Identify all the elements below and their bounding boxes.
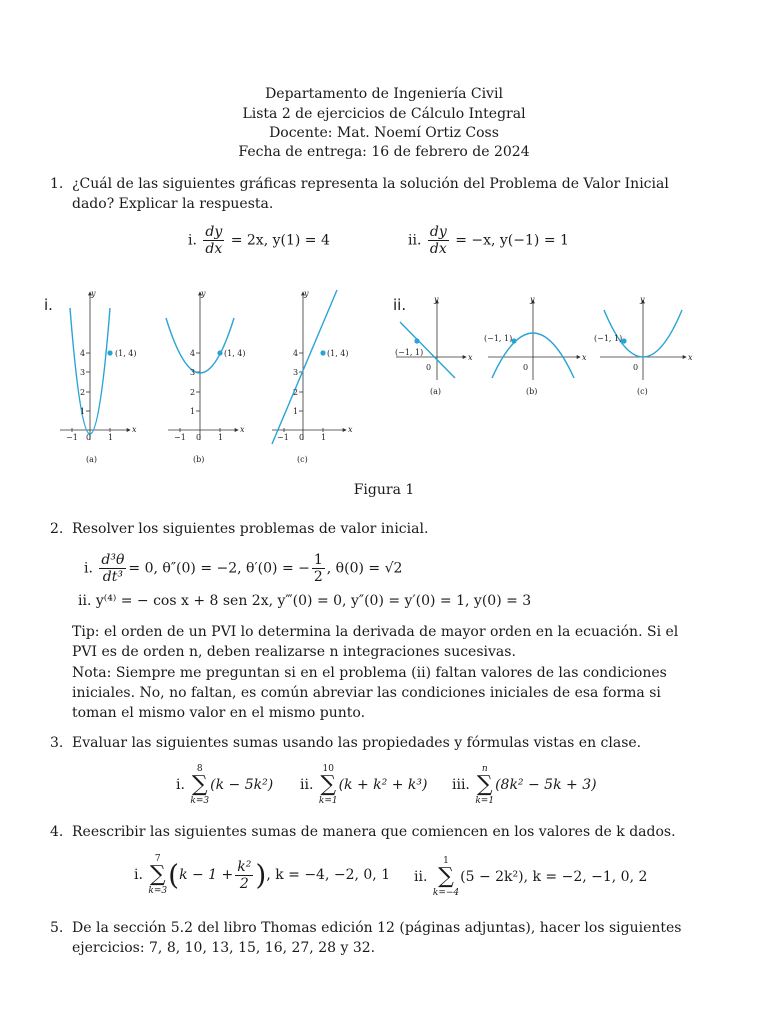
axis-x-label-iia: x xyxy=(468,353,473,362)
q4-i-frac-den: 2 xyxy=(239,875,249,892)
q3-iii-label: iii. xyxy=(452,777,470,793)
q2-i-half-den: 2 xyxy=(313,569,323,585)
q5-number: 5. xyxy=(50,920,64,936)
q4-i-post: , k = −4, −2, 0, 1 xyxy=(266,867,391,883)
sum-lower: k=3 xyxy=(190,796,210,806)
axis-y-label-c: y xyxy=(304,289,309,298)
q4-sum-ii xyxy=(414,856,647,898)
tick-0-iib: 0 xyxy=(523,363,529,372)
point-c xyxy=(320,350,325,355)
sum-lower: k=−4 xyxy=(432,888,460,898)
tick-3-b: 3 xyxy=(190,368,196,377)
q4-sum-i xyxy=(134,854,390,896)
q4-i-frac-num: k² xyxy=(237,858,252,875)
tick-2-b: 2 xyxy=(190,388,196,397)
point-iia xyxy=(414,338,419,343)
frac-num: dy xyxy=(205,224,223,240)
q1-eq-ii-label: ii. xyxy=(408,232,422,249)
tick-0-a: 0 xyxy=(86,433,92,442)
group-i-label: i. xyxy=(44,296,53,314)
tick-4-c: 4 xyxy=(293,349,299,358)
q2-i-half-num: 1 xyxy=(313,552,323,568)
q2-i-half xyxy=(312,552,325,585)
axis-y-label-b: y xyxy=(201,289,206,298)
sum-lower: k=1 xyxy=(475,796,495,806)
sub-iic: (c) xyxy=(637,387,648,396)
point-b xyxy=(217,350,222,355)
sum-upper: 7 xyxy=(154,854,161,864)
tick-1-a: 1 xyxy=(80,407,86,416)
q1-eq-i-frac xyxy=(203,224,224,257)
q2-text: Resolver los siguientes problemas de valor inicial. xyxy=(72,521,429,537)
q2-i-num: d³θ xyxy=(101,552,125,568)
q1-eq-ii-rhs: = −x, y(−1) = 1 xyxy=(455,232,569,249)
sub-iia: (a) xyxy=(430,387,442,396)
sum-upper: n xyxy=(481,764,488,774)
q1-number: 1. xyxy=(50,176,64,192)
q2-i-label: i. xyxy=(84,560,93,577)
sum-upper: 10 xyxy=(322,764,334,774)
q2-nota: Nota: Siempre me preguntan si en el problema (ii) faltan valores de las condiciones iniciales. No, no faltan, es común abreviar las condiciones iniciales de esa forma si toman el mismo valor en el mismo punto. xyxy=(72,665,667,721)
frac-den: dx xyxy=(205,241,223,257)
axis-y-label-iic: y xyxy=(640,295,645,304)
point-label-iia: (−1, 1) xyxy=(395,348,424,357)
axis-x-label-a: x xyxy=(132,425,137,434)
tick-1-c: 1 xyxy=(293,407,299,416)
axis-y-label-iib: y xyxy=(530,295,535,304)
frac-num: dy xyxy=(429,224,447,240)
sub-iib: (b) xyxy=(526,387,538,396)
q3-text: Evaluar las siguientes sumas usando las propiedades y fórmulas vistas en clase. xyxy=(72,735,642,751)
q2-i-rest1: = 0, θ″(0) = −2, θ′(0) = − xyxy=(128,560,310,577)
tick-4-b: 4 xyxy=(190,349,196,358)
q3-sum-iii xyxy=(452,764,597,806)
tick-1x-b: 1 xyxy=(218,433,224,442)
q3-iii-expr: (8k² − 5k + 3) xyxy=(495,777,597,793)
q1-eq-ii-frac xyxy=(428,224,449,257)
point-label-a: (1, 4) xyxy=(115,349,137,358)
paren-open: ( xyxy=(168,858,180,892)
tick-2-a: 2 xyxy=(80,388,86,397)
sigma-icon: 7 ∑ k=3 xyxy=(148,854,168,896)
paren-close: ) xyxy=(255,858,267,892)
curve-c xyxy=(272,290,337,444)
q4-ii-label: ii. xyxy=(414,869,428,885)
tick-0-b: 0 xyxy=(196,433,202,442)
tick-0-iia: 0 xyxy=(426,363,432,372)
group-ii-label: ii. xyxy=(393,296,407,314)
axis-x-label-b: x xyxy=(240,425,245,434)
frac-den: dx xyxy=(429,241,447,257)
tick-neg1-c: −1 xyxy=(277,433,289,442)
tick-1-b: 1 xyxy=(190,407,196,416)
sigma-icon: n ∑ k=1 xyxy=(475,764,495,806)
figure-caption: Figura 1 xyxy=(353,482,415,498)
sub-a: (a) xyxy=(86,455,98,464)
q2-ii-label: ii. xyxy=(78,593,92,609)
q2-number: 2. xyxy=(50,521,64,537)
ticks xyxy=(72,353,323,432)
sum-lower: k=1 xyxy=(318,796,338,806)
tick-neg1-a: −1 xyxy=(66,433,78,442)
q4-number: 4. xyxy=(50,824,64,840)
q5-text: De la sección 5.2 del libro Thomas edición 12 (páginas adjuntas), hacer los siguientes ejercicios: 7, 8, 10, 13, 15, 16, 27, 28 y 32. xyxy=(72,920,682,956)
header-department: Departamento de Ingeniería Civil xyxy=(265,86,503,102)
tick-4-a: 4 xyxy=(80,349,86,358)
q2-i-frac xyxy=(99,552,126,585)
header-list: Lista 2 de ejercicios de Cálculo Integral xyxy=(242,106,526,122)
q3-ii-label: ii. xyxy=(300,777,314,793)
tick-0-iic: 0 xyxy=(633,363,639,372)
sum-lower: k=3 xyxy=(148,886,168,896)
tick-0-c: 0 xyxy=(299,433,305,442)
q3-sum-ii xyxy=(300,764,427,806)
point-a xyxy=(107,350,112,355)
figure-graphs xyxy=(0,280,768,470)
q2-i-den: dt³ xyxy=(102,569,123,585)
q2-i xyxy=(84,552,402,585)
header-due: Fecha de entrega: 16 de febrero de 2024 xyxy=(238,144,530,160)
sum-upper: 1 xyxy=(443,856,449,866)
q1-eq-i-label: i. xyxy=(188,232,197,249)
q4-i-label: i. xyxy=(134,867,143,883)
header-teacher: Docente: Mat. Noemí Ortiz Coss xyxy=(269,125,499,141)
q2-i-rest2: , θ(0) = √2 xyxy=(326,560,403,577)
q3-ii-expr: (k + k² + k³) xyxy=(338,777,428,793)
point-label-b: (1, 4) xyxy=(224,349,246,358)
q1-eq-ii xyxy=(408,224,569,257)
tick-3-a: 3 xyxy=(80,368,86,377)
q1-eq-i xyxy=(188,224,330,257)
sub-b: (b) xyxy=(193,455,205,464)
q3-number: 3. xyxy=(50,735,64,751)
point-label-iic: (−1, 1) xyxy=(594,334,623,343)
tick-1x-a: 1 xyxy=(108,433,114,442)
sub-c: (c) xyxy=(297,455,308,464)
q4-i-frac xyxy=(235,859,253,892)
sigma-icon: 1 ∑ k=−4 xyxy=(432,856,460,898)
tick-2-c: 2 xyxy=(293,388,299,397)
axis-x-label-c: x xyxy=(348,425,353,434)
tick-neg1-b: −1 xyxy=(174,433,186,442)
q2-ii-text: y⁽⁴⁾ = − cos x + 8 sen 2x, y‴(0) = 0, y″(0) = y′(0) = 1, y(0) = 3 xyxy=(95,593,532,609)
q3-sum-i xyxy=(176,764,273,806)
axis-x-label-iib: x xyxy=(582,353,587,362)
q4-ii-expr: (5 − 2k²), k = −2, −1, 0, 2 xyxy=(460,869,648,885)
point-label-c: (1, 4) xyxy=(327,349,349,358)
q4-i-pre: k − 1 + xyxy=(179,867,234,883)
axis-x-label-iic: x xyxy=(688,353,693,362)
axis-y-label-iia: y xyxy=(434,295,439,304)
q1-text: ¿Cuál de las siguientes gráficas representa la solución del Problema de Valor Inicial dado? Explicar la respuesta. xyxy=(72,176,669,212)
q1-eq-i-rhs: = 2x, y(1) = 4 xyxy=(230,232,330,249)
q4-text: Reescribir las siguientes sumas de manera que comiencen en los valores de k dados. xyxy=(72,824,676,840)
tick-3-c: 3 xyxy=(293,368,299,377)
sigma-icon: 8 ∑ k=3 xyxy=(190,764,210,806)
axis-y-label-a: y xyxy=(91,289,96,298)
point-label-iib: (−1, 1) xyxy=(484,334,513,343)
tick-1x-c: 1 xyxy=(321,433,327,442)
q2-ii xyxy=(78,593,531,610)
q3-i-expr: (k − 5k²) xyxy=(210,777,274,793)
sum-upper: 8 xyxy=(196,764,203,774)
q2-tip: Tip: el orden de un PVI lo determina la derivada de mayor orden en la ecuación. Si el PVI es de orden n, deben realizarse n integraciones sucesivas. xyxy=(72,624,679,660)
sigma-icon: 10 ∑ k=1 xyxy=(318,764,338,806)
q3-i-label: i. xyxy=(176,777,185,793)
